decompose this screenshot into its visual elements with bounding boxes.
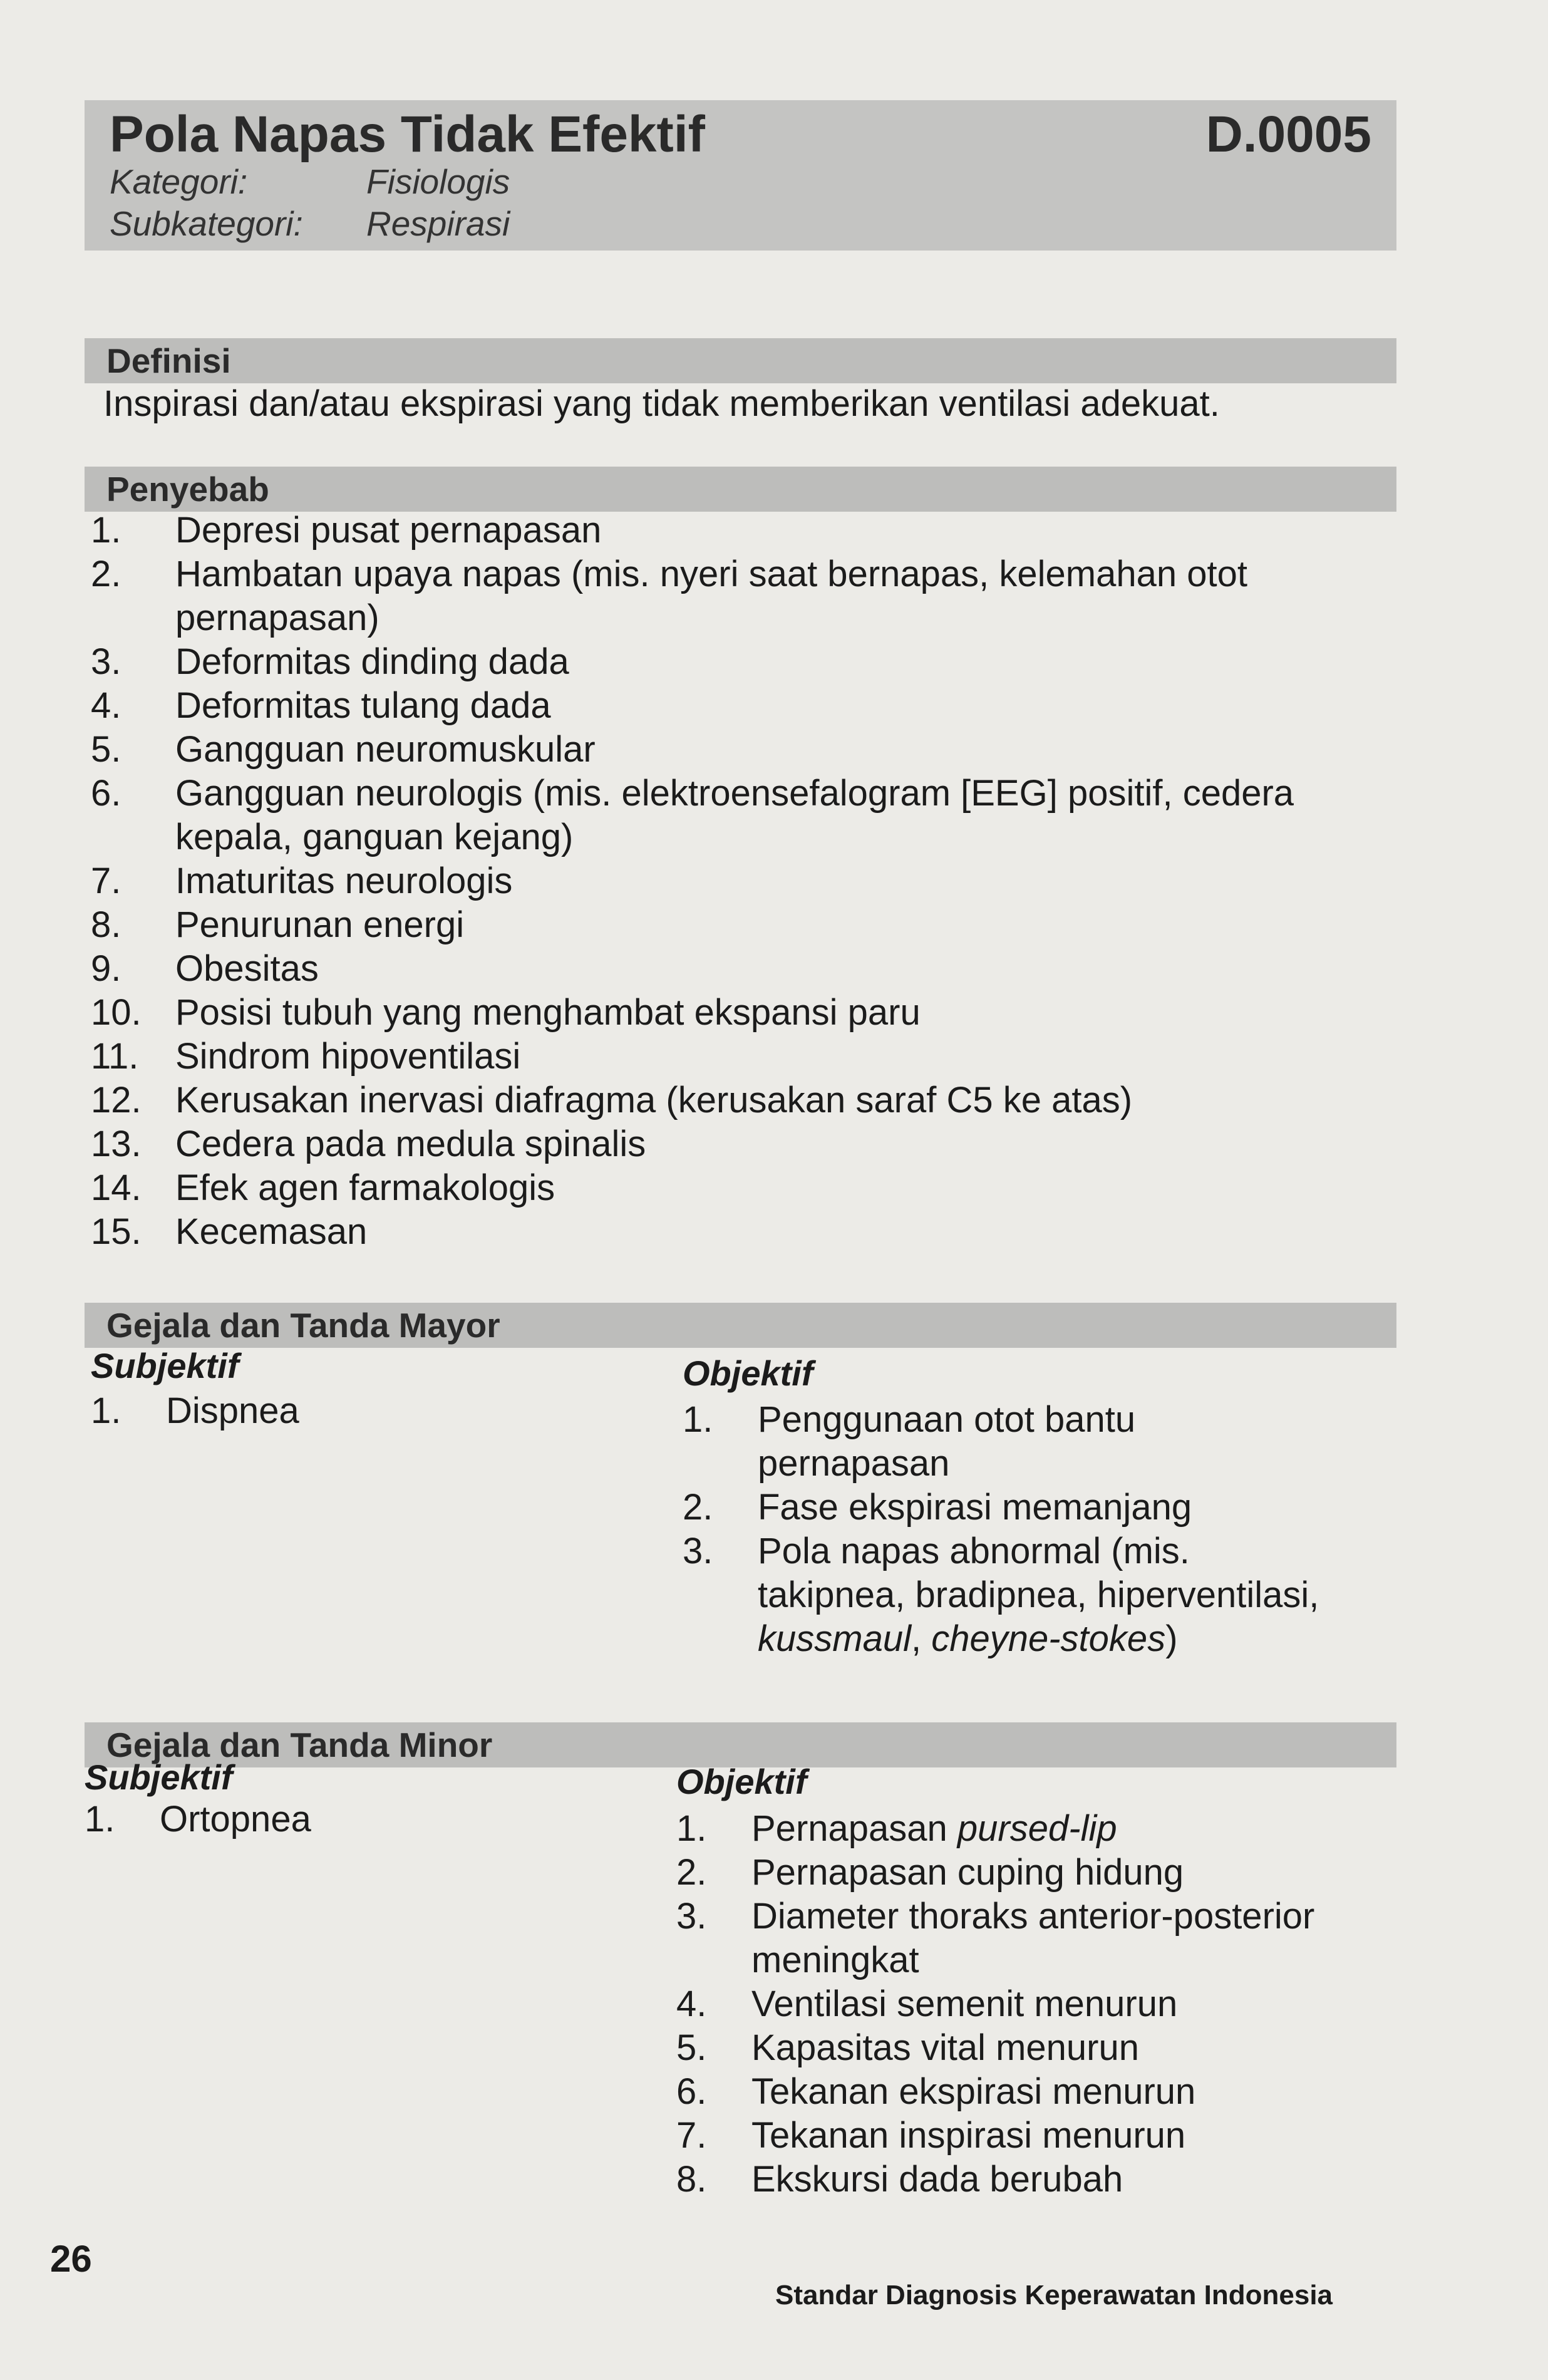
list-item-text <box>758 1398 1396 1442</box>
list-item-text-line: Dispnea <box>166 1390 299 1431</box>
list-item-text-line: Ekskursi dada berubah <box>751 2159 1123 2200</box>
list-item-text-continuation: kepala, ganguan kejang) <box>175 817 574 857</box>
list-item-italic-term: cheyne-stokes <box>931 1618 1166 1659</box>
list-item <box>676 2158 1396 2202</box>
list-item-number: 6. <box>676 2071 707 2112</box>
subcategory-row <box>110 204 510 244</box>
list-item <box>91 684 1393 728</box>
subcategory-label: Subkategori: <box>110 204 303 243</box>
list-item-text <box>175 1122 1393 1166</box>
diagnosis-title: Pola Napas Tidak Efektif <box>110 106 705 163</box>
list-item-text <box>175 728 1393 772</box>
list-item-text-continuation: pernapasan) <box>175 598 379 638</box>
list-item-text-line: Deformitas dinding dada <box>175 641 569 682</box>
list-item-text <box>758 1529 1396 1573</box>
definition-text: Inspirasi dan/atau ekspirasi yang tidak memberikan ventilasi adekuat. <box>103 383 1220 424</box>
list-item-text <box>751 2114 1396 2158</box>
list-item-number: 1. <box>91 1390 121 1431</box>
list-item-text <box>175 991 1393 1035</box>
causes-heading: Penyebab <box>106 470 269 509</box>
list-item-text-line: Tekanan ekspirasi menurun <box>751 2071 1196 2112</box>
minor-objective-list <box>676 1807 1396 2202</box>
list-item-number: 4. <box>91 685 121 726</box>
list-item <box>91 1210 1393 1254</box>
list-item-number: 1. <box>85 1799 115 1839</box>
book-title: Standar Diagnosis Keperawatan Indonesia <box>775 2280 1333 2310</box>
major-objective-list <box>683 1398 1396 1661</box>
list-item-text <box>175 1035 1393 1079</box>
list-item-text-line: Sindrom hipoventilasi <box>175 1036 521 1077</box>
list-item <box>91 1079 1393 1122</box>
list-item <box>85 1798 648 1841</box>
causes-section-bar <box>85 467 1396 512</box>
list-item-number: 6. <box>91 773 121 814</box>
list-item <box>91 640 1393 684</box>
list-item <box>91 772 1393 859</box>
list-item-text-line: Gangguan neurologis (mis. elektroensefalogram [EEG] positif, cedera <box>175 773 1294 814</box>
list-item-text <box>175 859 1393 903</box>
list-item <box>676 1895 1396 1982</box>
list-item-number: 10. <box>91 992 142 1033</box>
list-item-text <box>160 1798 648 1841</box>
list-item-number: 7. <box>676 2115 707 2156</box>
list-item-text-line: Gangguan neuromuskular <box>175 729 596 770</box>
list-item-number: 8. <box>91 904 121 945</box>
list-item-text <box>175 903 1393 947</box>
list-item-text <box>175 772 1393 815</box>
major-signs-section-bar <box>85 1303 1396 1348</box>
list-item-text-line: Cedera pada medula spinalis <box>175 1124 646 1164</box>
list-item <box>91 509 1393 552</box>
list-item-text <box>175 552 1393 596</box>
list-item-number: 2. <box>676 1852 707 1893</box>
list-item-text <box>758 1486 1396 1529</box>
list-item-number: 14. <box>91 1167 142 1208</box>
list-item <box>91 859 1393 903</box>
list-item-text-continuation: pernapasan <box>758 1443 950 1484</box>
list-item <box>91 903 1393 947</box>
list-item-number: 15. <box>91 1211 142 1252</box>
page-number: 26 <box>50 2238 92 2280</box>
list-item-text-line: Kapasitas vital menurun <box>751 2027 1139 2068</box>
list-item-number: 7. <box>91 861 121 901</box>
category-row <box>110 162 510 202</box>
causes-list <box>91 509 1393 1254</box>
major-signs-heading: Gejala dan Tanda Mayor <box>106 1306 500 1345</box>
list-item-text-line: Ventilasi semenit menurun <box>751 1984 1178 2024</box>
list-item-text-line: Diameter thoraks anterior-posterior <box>751 1896 1315 1937</box>
list-item-number: 1. <box>91 510 121 551</box>
list-item-number: 3. <box>91 641 121 682</box>
list-item-text <box>751 2070 1396 2114</box>
list-item-number: 3. <box>676 1896 707 1937</box>
list-item <box>91 728 1393 772</box>
major-subjective-list <box>91 1389 654 1433</box>
list-item-text-line: Hambatan upaya napas (mis. nyeri saat bernapas, kelemahan otot <box>175 554 1247 594</box>
list-item-text-line: Pernapasan cuping hidung <box>751 1852 1184 1893</box>
major-objective-heading: Objektif <box>683 1353 813 1393</box>
category-value: Fisiologis <box>366 162 510 201</box>
list-item-punctuation: , <box>911 1618 932 1659</box>
list-item <box>676 2114 1396 2158</box>
minor-objective-heading: Objektif <box>676 1762 807 1801</box>
list-item <box>683 1529 1396 1661</box>
list-item-text <box>175 509 1393 552</box>
list-item-text-line: Obesitas <box>175 948 319 989</box>
list-item-punctuation: ) <box>1165 1618 1178 1659</box>
list-item-number: 5. <box>676 2027 707 2068</box>
major-subjective-heading: Subjektif <box>91 1346 239 1385</box>
list-item-number: 2. <box>683 1487 713 1528</box>
list-item-number: 9. <box>91 948 121 989</box>
definition-section-bar <box>85 338 1396 383</box>
list-item-number: 8. <box>676 2159 707 2200</box>
list-item <box>91 1389 654 1433</box>
list-item <box>683 1398 1396 1486</box>
list-item <box>676 1807 1396 1851</box>
list-item-text-line: Efek agen farmakologis <box>175 1167 555 1208</box>
list-item-text-line: Posisi tubuh yang menghambat ekspansi paru <box>175 992 921 1033</box>
minor-signs-heading: Gejala dan Tanda Minor <box>106 1725 493 1764</box>
list-item-text-line: Kecemasan <box>175 1211 368 1252</box>
list-item <box>676 2026 1396 2070</box>
list-item-text <box>751 1851 1396 1895</box>
list-item-text-line: Fase ekspirasi memanjang <box>758 1487 1192 1528</box>
minor-subjective-list <box>85 1798 648 1841</box>
list-item-number: 1. <box>676 1808 707 1849</box>
list-item-text <box>751 1895 1396 1938</box>
list-item-number: 2. <box>91 554 121 594</box>
list-item <box>91 1035 1393 1079</box>
list-item-text <box>751 1807 1396 1851</box>
minor-subjective-heading: Subjektif <box>85 1757 233 1797</box>
list-item-text-line: Depresi pusat pernapasan <box>175 510 602 551</box>
list-item-text-line: Imaturitas neurologis <box>175 861 513 901</box>
list-item-number: 1. <box>683 1399 713 1440</box>
list-item <box>676 2070 1396 2114</box>
list-item <box>91 947 1393 991</box>
list-item <box>683 1486 1396 1529</box>
list-item-text-line: Penurunan energi <box>175 904 465 945</box>
list-item <box>91 1166 1393 1210</box>
list-item-number: 4. <box>676 1984 707 2024</box>
list-item-text <box>175 947 1393 991</box>
list-item-italic-term: pursed-lip <box>957 1808 1117 1849</box>
list-item-text <box>751 2026 1396 2070</box>
list-item-text <box>175 1079 1393 1122</box>
list-item <box>91 991 1393 1035</box>
definition-heading: Definisi <box>106 341 231 380</box>
list-item-text-line: Ortopnea <box>160 1799 311 1839</box>
list-item-number: 3. <box>683 1531 713 1571</box>
list-item-italic-term: kussmaul <box>758 1618 911 1659</box>
list-item <box>91 552 1393 640</box>
list-item-text <box>175 1166 1393 1210</box>
list-item-text <box>751 2158 1396 2202</box>
diagnosis-code: D.0005 <box>1205 106 1371 163</box>
list-item-text-continuation <box>758 1617 1396 1661</box>
list-item-text <box>175 684 1393 728</box>
category-label: Kategori: <box>110 162 248 201</box>
list-item <box>676 1851 1396 1895</box>
list-item <box>676 1982 1396 2026</box>
list-item-text-line: Tekanan inspirasi menurun <box>751 2115 1186 2156</box>
list-item-number: 13. <box>91 1124 142 1164</box>
list-item-number: 12. <box>91 1080 142 1120</box>
list-item-text-line: Deformitas tulang dada <box>175 685 551 726</box>
list-item <box>91 1122 1393 1166</box>
list-item-text <box>166 1389 654 1433</box>
list-item-text-line: Pola napas abnormal (mis. <box>758 1531 1190 1571</box>
list-item-text-line: Penggunaan otot bantu <box>758 1399 1136 1440</box>
list-item-text-continuation: takipnea, bradipnea, hiperventilasi, <box>758 1575 1319 1615</box>
diagnosis-header <box>85 100 1396 251</box>
list-item-text-continuation: meningkat <box>751 1940 919 1980</box>
list-item-number: 5. <box>91 729 121 770</box>
list-item-number: 11. <box>91 1036 139 1077</box>
list-item-text-line: Kerusakan inervasi diafragma (kerusakan saraf C5 ke atas) <box>175 1080 1133 1120</box>
list-item-text <box>175 1210 1393 1254</box>
subcategory-value: Respirasi <box>366 204 510 243</box>
list-item-text <box>751 1982 1396 2026</box>
list-item-text-line: Pernapasan <box>751 1808 957 1849</box>
list-item-text <box>175 640 1393 684</box>
